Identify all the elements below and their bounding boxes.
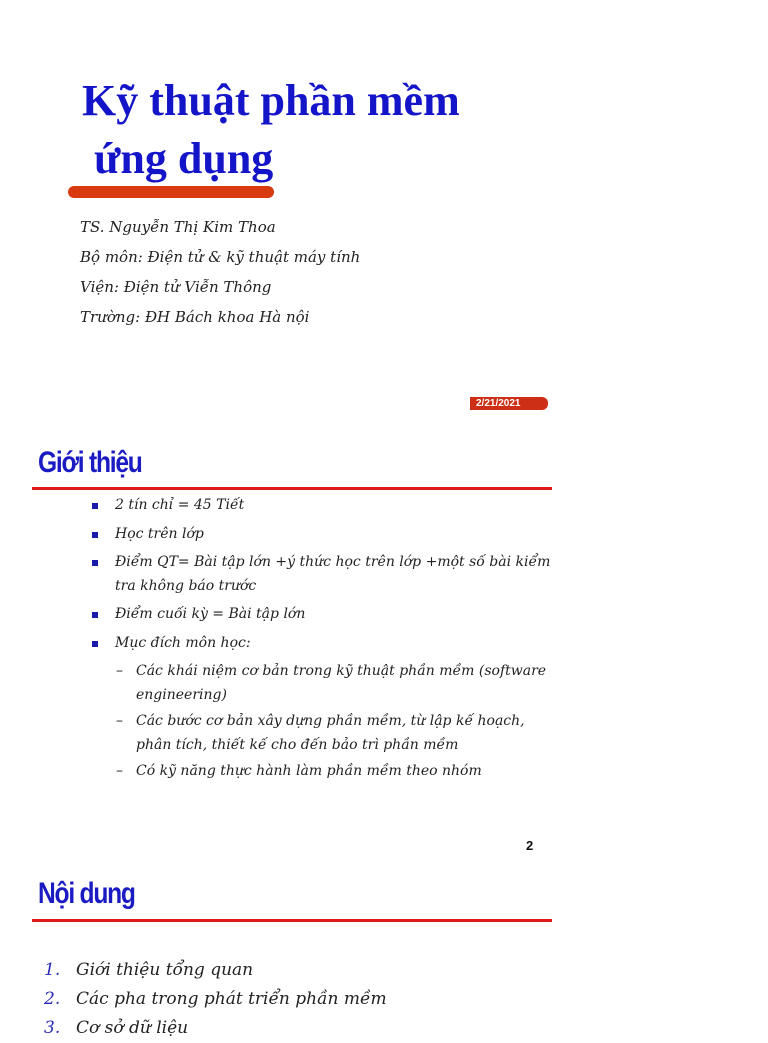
list-item: Điểm QT= Bài tập lớn +ý thức học trên lớp +một số bài kiểm tra không báo trước [92, 551, 562, 598]
sub-list-item: – Có kỹ năng thực hành làm phần mềm theo nhóm [88, 760, 562, 784]
bullet-square-icon [92, 560, 98, 566]
author-department: Bộ môn: Điện tử & kỹ thuật máy tính [80, 248, 361, 266]
document-title [82, 72, 460, 188]
sub-list-item: – Các khái niệm cơ bản trong kỹ thuật phần mềm (software engineering) [88, 660, 562, 707]
list-item: 2. Các pha trong phát triển phần mềm [44, 989, 387, 1009]
title-line-1: Kỹ thuật phần mềm [82, 76, 460, 125]
title-line-2: ứng dụng [94, 134, 274, 183]
date-badge: 2/21/2021 [470, 397, 548, 410]
page-number: 2 [526, 838, 534, 853]
list-item: 3. Cơ sở dữ liệu [44, 1018, 189, 1038]
list-item: 2 tín chỉ = 45 Tiết [92, 494, 562, 518]
bullet-list [92, 494, 562, 787]
heading-rule [32, 919, 552, 922]
bullet-square-icon [92, 641, 98, 647]
bullet-square-icon [92, 532, 98, 538]
heading-rule [32, 487, 552, 490]
dash-icon: – [116, 713, 123, 729]
sub-bullet-list [88, 660, 562, 784]
slide-heading-introduction: Giới thiệu [38, 446, 142, 479]
author-name: TS. Nguyễn Thị Kim Thoa [80, 218, 276, 236]
numbered-list [44, 956, 387, 1043]
bullet-square-icon [92, 503, 98, 509]
title-underline-bar [68, 186, 274, 198]
list-item: 1. Giới thiệu tổng quan [44, 960, 254, 980]
author-university: Trường: ĐH Bách khoa Hà nội [80, 308, 310, 326]
author-institute: Viện: Điện tử Viễn Thông [80, 278, 272, 296]
list-item: Học trên lớp [92, 523, 562, 547]
list-item: Điểm cuối kỳ = Bài tập lớn [92, 603, 562, 627]
sub-list-item: – Các bước cơ bản xây dựng phần mềm, từ lập kế hoạch, phân tích, thiết kế cho đến bảo trì phần mềm [88, 710, 562, 757]
sub-list-container [88, 660, 562, 784]
dash-icon: – [116, 763, 123, 779]
dash-icon: – [116, 663, 123, 679]
list-item: Mục đích môn học: [92, 632, 562, 656]
slide-heading-content: Nội dung [38, 877, 135, 910]
bullet-square-icon [92, 612, 98, 618]
